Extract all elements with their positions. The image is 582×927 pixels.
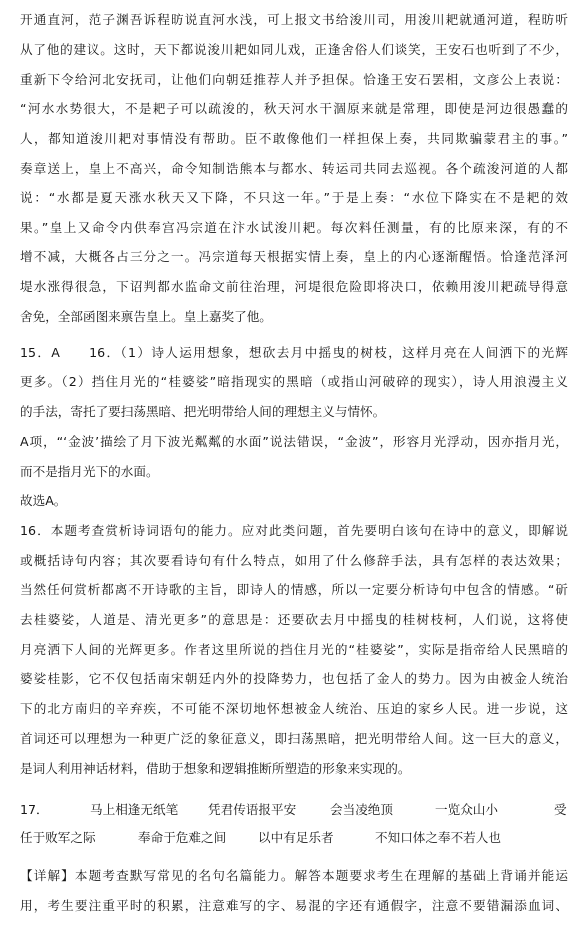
answer-item: 以中有足乐者 (258, 830, 334, 845)
text-line: 果。”皇上又命令内供奉宫冯宗道在汴水试浚川耙。每次料任测量，有的比原来深，有的不 (20, 220, 568, 235)
text-line: 或概括诗句内容；其次要看诗句有什么特点，如用了什么修辞手法，具有怎样的表达效果； (20, 553, 568, 568)
answer-15-16-line: 15．A 16．（1）诗人运用想象，想砍去月中摇曳的树枝，这样月亮在人间洒下的光辉 (20, 345, 568, 360)
answer-item: 不知口体之奉不若人也 (375, 830, 501, 845)
text-line: 重新下令给河北安抚司，让他们向朝廷推荐人并予担保。恰逢王安石罢相，文彦公上表说： (20, 72, 568, 87)
answer-item: 凭君传语报平安 (208, 802, 297, 817)
text-line: 说：“水都是夏天涨水秋天又下降，不只这一年。”于是上奏：“水位下降实在不是耙的效 (20, 190, 568, 205)
text-line: 更多。（2）挡住月光的“桂婆娑”暗指现实的黑暗（或指山河破碎的现实），诗人用浪漫主义 (20, 374, 568, 389)
text-line: 故选A。 (20, 493, 67, 508)
text-line: 增不减，大概各占三分之一。冯宗道每天根据实情上奏，皇上的内心逐渐醒悟。恰逢范泽河 (20, 249, 568, 264)
text-line: 婆娑桂影，它不仅包括南宋朝廷内外的投降势力，也包括了金人的势力。因为由被金人统治 (20, 671, 568, 686)
answer-17-block (20, 800, 568, 844)
text-line: 当然任何赏析都离不开诗歌的主旨，即诗人的情感，所以一定要分析诗句中包含的情感。“斫 (20, 582, 568, 597)
explanation-16-line: 16．本题考查赏析诗词语句的能力。应对此类问题，首先要明白该句在诗中的意义，即解说 (20, 523, 568, 538)
text-line: A项，“‘金波’描绘了月下波光粼粼的水面”说法错误，“金波”，形容月光浮动，因亦指月光， (20, 434, 568, 449)
answer-item: 会当凌绝顶 (330, 802, 393, 817)
text-line: 人，都知道浚川耙对事情没有帮助。臣不敢像他们一样担保上奏，共同欺骗蒙君主的事。” (20, 131, 568, 146)
text-line: 是词人利用神话材料，借助于想象和逻辑推断所塑造的形象来实现的。 (20, 761, 411, 776)
text-line: 的手法，寄托了要扫荡黑暗、把光明带给人间的理想主义与情怀。 (20, 404, 386, 419)
text-line: “河水水势很大，不是耙子可以疏浚的，秋天河水干涸原来就是常理，即使是河边很愚蠢的 (20, 101, 568, 116)
text-line: 从了他的建议。这时，天下都说浚川耙如同儿戏，正逢舍俗人们谈笑，王安石也听到了不少， (20, 42, 568, 57)
text-line: 而不是指月光下的水面。 (20, 464, 159, 479)
answer-item: 马上相逢无纸笔 (90, 802, 179, 817)
text-line: 用，考生要注重平时的积累，注意难写的字、易混的字还有通假字，注意不要错漏添血词、 (20, 898, 568, 913)
detail-explanation-line: 【详解】本题考查默写常见的名句名篇能力。解答本题要求考生在理解的基础上背诵并能运 (20, 868, 568, 883)
answer-item: 任于败军之际 (20, 830, 96, 845)
text-line: 月亮洒下人间的光辉更多。作者这里所说的挡住月光的“桂婆娑”，实际是指帝给人民黑暗的 (20, 642, 568, 657)
text-line: 去桂婆娑，人道是、清光更多”的意思是：还要砍去月中摇曳的桂树枝柯，人们说，这将使 (20, 612, 568, 627)
text-line: 堤水涨得很急，下诏判都水监命文前往治理，河堤很危险即将决口，依赖用浚川耙疏导得意 (20, 279, 568, 294)
text-line: 下的北方南归的辛弃疾，不可能不深切地怀想被金人统治、压迫的家乡人民。进一步说，这 (20, 701, 568, 716)
question-number: 17． (20, 802, 49, 817)
text-line: 舍免，全部函图来禀告皇上。皇上嘉奖了他。 (20, 309, 272, 324)
answer-item: 受 (554, 802, 567, 817)
answer-item: 一览众山小 (435, 802, 498, 817)
answer-item: 奉命于危难之间 (138, 830, 227, 845)
text-line: 首词还可以理想为一种更广泛的象征意义，即扫荡黑暗，把光明带给人间。这一巨大的意义， (20, 731, 568, 746)
text-line: 开通直河，范子渊吾诉程昉说直河水浅，可上报文书给浚川司，用浚川耙就通河道，程昉听 (20, 12, 568, 27)
text-line: 奏章送上，皇上不高兴，命令知制诰熊本与都水、转运司共同去巡视。各个疏浚河道的人都 (20, 161, 568, 176)
